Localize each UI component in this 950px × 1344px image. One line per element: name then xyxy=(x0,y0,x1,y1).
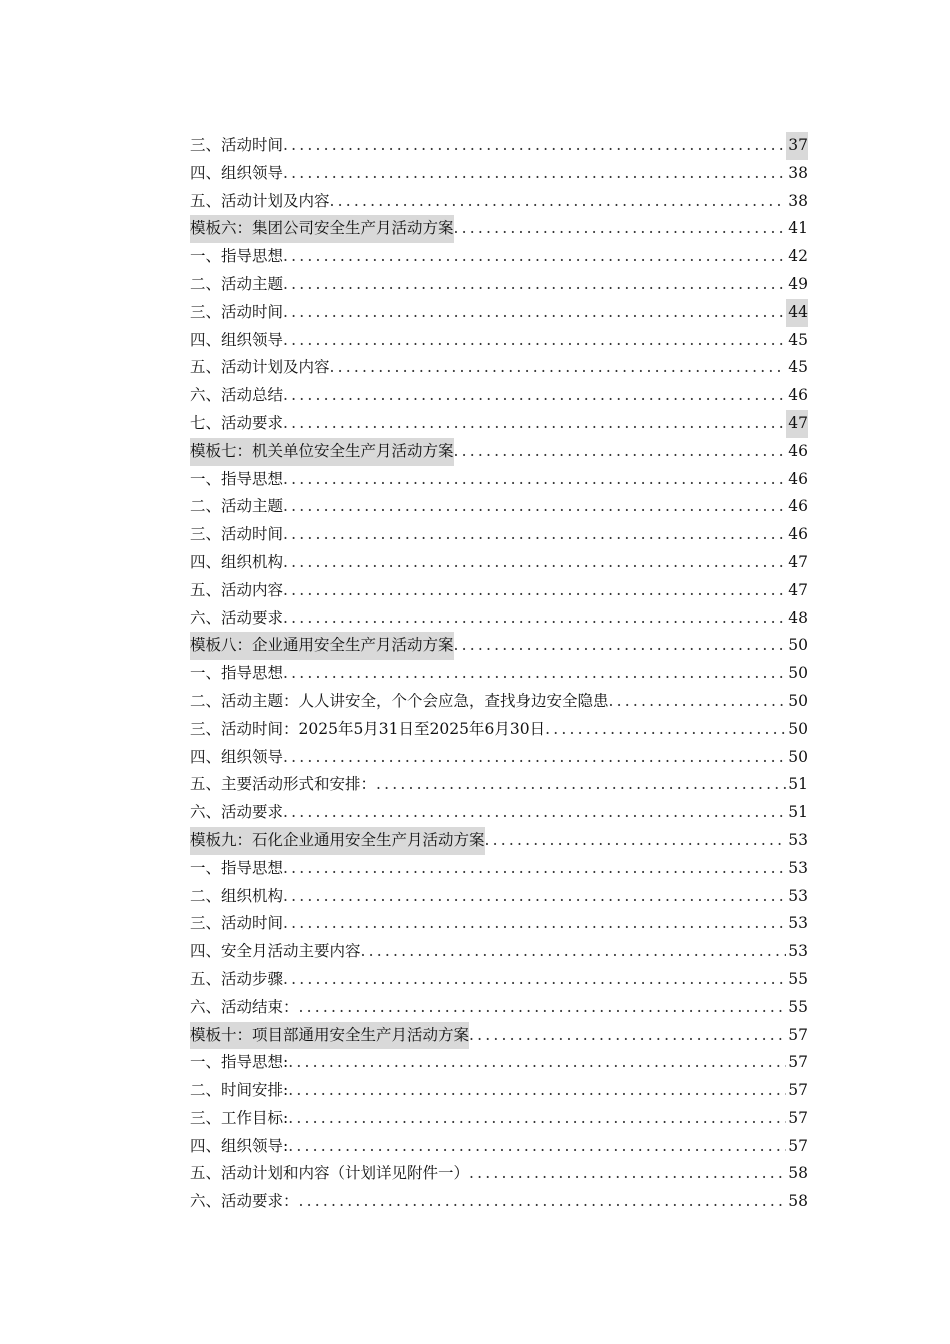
toc-entry-page-number: 57 xyxy=(788,1053,808,1072)
toc-entry-title: 七、活动要求 xyxy=(190,413,284,432)
toc-entry-page-number: 53 xyxy=(788,858,808,877)
toc-entry-title: 模板七：机关单位安全生产月活动方案 xyxy=(190,438,454,466)
toc-entry-page-number: 57 xyxy=(788,1136,808,1155)
toc-dot-leader xyxy=(283,493,786,521)
toc-entry-page-number: 46 xyxy=(788,386,808,405)
toc-entry-title: 四、安全月活动主要内容 xyxy=(190,942,361,961)
toc-entry-page-number: 38 xyxy=(788,163,808,182)
toc-entry-page-number: 58 xyxy=(788,1164,808,1183)
toc-entry[interactable] xyxy=(190,605,808,633)
toc-entry[interactable] xyxy=(190,1160,808,1188)
toc-entry[interactable] xyxy=(190,577,808,605)
toc-entry[interactable] xyxy=(190,521,808,549)
toc-entry[interactable] xyxy=(190,1188,808,1216)
toc-entry-title: 四、组织领导: xyxy=(190,1136,289,1155)
toc-entry[interactable] xyxy=(190,382,808,410)
toc-entry[interactable] xyxy=(190,410,808,438)
toc-dot-leader xyxy=(283,521,786,549)
toc-entry-page-number: 51 xyxy=(788,775,808,794)
toc-entry-title: 五、主要活动形式和安排： xyxy=(190,775,377,794)
toc-entry-page-number: 55 xyxy=(788,997,808,1016)
toc-entry-page-number: 53 xyxy=(788,830,808,849)
toc-entry-page-number: 44 xyxy=(786,299,808,327)
toc-entry-title: 六、活动要求： xyxy=(190,1192,299,1211)
toc-dot-leader xyxy=(545,716,786,744)
toc-entry-page-number: 57 xyxy=(788,1081,808,1100)
toc-entry[interactable] xyxy=(190,771,808,799)
toc-entry[interactable] xyxy=(190,160,808,188)
toc-entry-page-number: 50 xyxy=(788,636,808,655)
toc-entry-title: 三、活动时间 xyxy=(190,302,284,321)
toc-entry-page-number: 50 xyxy=(788,664,808,683)
toc-dot-leader xyxy=(283,299,786,327)
toc-entry[interactable] xyxy=(190,466,808,494)
toc-entry-title: 一、指导思想 xyxy=(190,247,284,266)
toc-entry[interactable] xyxy=(190,188,808,216)
toc-entry-page-number: 50 xyxy=(788,747,808,766)
toc-dot-leader xyxy=(288,1077,786,1105)
toc-entry-title: 六、活动结束： xyxy=(190,997,299,1016)
toc-entry[interactable] xyxy=(190,1077,808,1105)
toc-entry-page-number: 49 xyxy=(788,274,808,293)
toc-entry-title: 六、活动要求 xyxy=(190,803,284,822)
toc-entry-title: 三、活动时间 xyxy=(190,136,284,154)
toc-entry-title: 四、组织领导 xyxy=(190,330,284,349)
toc-dot-leader xyxy=(283,549,786,577)
table-of-contents xyxy=(190,132,808,1216)
toc-entry-page-number: 41 xyxy=(788,219,808,238)
toc-dot-leader xyxy=(283,577,786,605)
toc-entry-title: 六、活动总结 xyxy=(190,386,284,405)
toc-entry-title: 一、指导思想 xyxy=(190,469,284,488)
toc-entry[interactable] xyxy=(190,1133,808,1161)
toc-entry-title: 四、组织领导 xyxy=(190,163,284,182)
toc-entry-title: 三、活动时间：2025年5月31日至2025年6月30日 xyxy=(190,719,546,738)
toc-dot-leader xyxy=(283,910,786,938)
toc-entry-title: 模板八：企业通用安全生产月活动方案 xyxy=(190,632,454,660)
toc-entry-page-number: 58 xyxy=(788,1192,808,1211)
toc-dot-leader xyxy=(283,605,786,633)
toc-entry-page-number: 51 xyxy=(788,803,808,822)
toc-entry-title: 五、活动计划和内容（计划详见附件一） xyxy=(190,1164,470,1183)
toc-dot-leader xyxy=(283,744,786,772)
toc-entry[interactable] xyxy=(190,1022,808,1050)
toc-dot-leader xyxy=(454,215,787,243)
toc-entry-title: 三、工作目标: xyxy=(190,1108,289,1127)
toc-entry-page-number: 57 xyxy=(788,1025,808,1044)
toc-entry[interactable] xyxy=(190,938,808,966)
toc-entry-title: 二、组织机构 xyxy=(190,886,284,905)
toc-entry-title: 三、活动时间 xyxy=(190,525,284,544)
toc-dot-leader xyxy=(288,1133,786,1161)
toc-dot-leader xyxy=(454,632,787,660)
toc-entry-page-number: 57 xyxy=(788,1108,808,1127)
toc-entry-page-number: 47 xyxy=(786,410,808,438)
toc-entry-title: 二、活动主题 xyxy=(190,274,284,293)
toc-entry-title: 二、活动主题 xyxy=(190,497,284,516)
toc-dot-leader xyxy=(283,132,786,160)
toc-entry[interactable] xyxy=(190,549,808,577)
toc-dot-leader xyxy=(283,382,786,410)
toc-entry-page-number: 55 xyxy=(788,969,808,988)
toc-dot-leader xyxy=(283,855,786,883)
toc-dot-leader xyxy=(283,243,786,271)
toc-dot-leader xyxy=(454,438,787,466)
toc-dot-leader xyxy=(469,1022,786,1050)
toc-entry[interactable] xyxy=(190,688,808,716)
toc-entry[interactable] xyxy=(190,132,808,160)
toc-entry-title: 二、时间安排: xyxy=(190,1081,289,1100)
toc-dot-leader xyxy=(283,160,786,188)
toc-entry-page-number: 46 xyxy=(788,469,808,488)
toc-entry-title: 模板十：项目部通用安全生产月活动方案 xyxy=(190,1022,469,1050)
toc-entry-page-number: 42 xyxy=(788,247,808,266)
toc-entry[interactable] xyxy=(190,744,808,772)
toc-entry[interactable] xyxy=(190,827,808,855)
toc-entry-title: 一、指导思想 xyxy=(190,664,284,683)
toc-entry[interactable] xyxy=(190,799,808,827)
toc-entry[interactable] xyxy=(190,438,808,466)
toc-entry-title: 五、活动内容 xyxy=(190,580,284,599)
toc-entry-page-number: 48 xyxy=(788,608,808,627)
toc-dot-leader xyxy=(283,966,786,994)
toc-entry-title: 模板六：集团公司安全生产月活动方案 xyxy=(190,215,454,243)
toc-dot-leader xyxy=(288,1049,786,1077)
toc-dot-leader xyxy=(299,994,787,1022)
toc-entry[interactable] xyxy=(190,883,808,911)
toc-dot-leader xyxy=(330,188,787,216)
toc-entry[interactable] xyxy=(190,271,808,299)
toc-entry-page-number: 53 xyxy=(788,942,808,961)
toc-entry-title: 五、活动计划及内容 xyxy=(190,358,330,377)
toc-entry-page-number: 38 xyxy=(788,191,808,210)
toc-dot-leader xyxy=(330,354,787,382)
toc-entry[interactable] xyxy=(190,855,808,883)
toc-dot-leader xyxy=(283,660,786,688)
toc-entry[interactable] xyxy=(190,243,808,271)
toc-entry-title: 六、活动要求 xyxy=(190,608,284,627)
toc-entry-title: 二、活动主题：人人讲安全，个个会应急，查找身边安全隐患 xyxy=(190,691,609,710)
toc-entry[interactable] xyxy=(190,994,808,1022)
toc-entry-title: 一、指导思想 xyxy=(190,858,284,877)
toc-entry-title: 一、指导思想: xyxy=(190,1053,289,1072)
toc-dot-leader xyxy=(485,827,787,855)
toc-dot-leader xyxy=(299,1188,787,1216)
toc-entry-title: 四、组织领导 xyxy=(190,747,284,766)
toc-entry[interactable] xyxy=(190,215,808,243)
toc-entry-title: 模板九：石化企业通用安全生产月活动方案 xyxy=(190,827,485,855)
toc-entry-page-number: 46 xyxy=(788,497,808,516)
toc-dot-leader xyxy=(469,1160,786,1188)
toc-entry-title: 五、活动计划及内容 xyxy=(190,191,330,210)
toc-entry[interactable] xyxy=(190,1049,808,1077)
toc-entry-page-number: 45 xyxy=(788,330,808,349)
toc-entry-page-number: 46 xyxy=(788,441,808,460)
toc-entry[interactable] xyxy=(190,1105,808,1133)
toc-entry-title: 五、活动步骤 xyxy=(190,969,284,988)
toc-entry[interactable] xyxy=(190,716,808,744)
toc-dot-leader xyxy=(609,688,787,716)
toc-dot-leader xyxy=(283,271,786,299)
toc-entry[interactable] xyxy=(190,354,808,382)
toc-dot-leader xyxy=(283,883,786,911)
toc-entry[interactable] xyxy=(190,632,808,660)
toc-entry-title: 四、组织机构 xyxy=(190,552,284,571)
toc-entry-page-number: 47 xyxy=(788,552,808,571)
toc-entry[interactable] xyxy=(190,910,808,938)
toc-entry-page-number: 46 xyxy=(788,525,808,544)
toc-dot-leader xyxy=(283,410,786,438)
toc-dot-leader xyxy=(283,466,786,494)
toc-entry[interactable] xyxy=(190,660,808,688)
toc-entry-page-number: 47 xyxy=(788,580,808,599)
toc-dot-leader xyxy=(376,771,786,799)
toc-dot-leader xyxy=(361,938,787,966)
toc-entry[interactable] xyxy=(190,966,808,994)
toc-entry-title: 三、活动时间 xyxy=(190,914,284,933)
toc-entry-page-number: 37 xyxy=(786,132,808,160)
toc-dot-leader xyxy=(283,327,786,355)
toc-entry[interactable] xyxy=(190,327,808,355)
toc-entry-page-number: 45 xyxy=(788,358,808,377)
toc-entry[interactable] xyxy=(190,493,808,521)
toc-dot-leader xyxy=(283,799,786,827)
toc-entry-page-number: 50 xyxy=(788,691,808,710)
toc-entry-page-number: 53 xyxy=(788,914,808,933)
toc-dot-leader xyxy=(288,1105,786,1133)
toc-entry-page-number: 53 xyxy=(788,886,808,905)
toc-entry-page-number: 50 xyxy=(788,719,808,738)
toc-entry[interactable] xyxy=(190,299,808,327)
